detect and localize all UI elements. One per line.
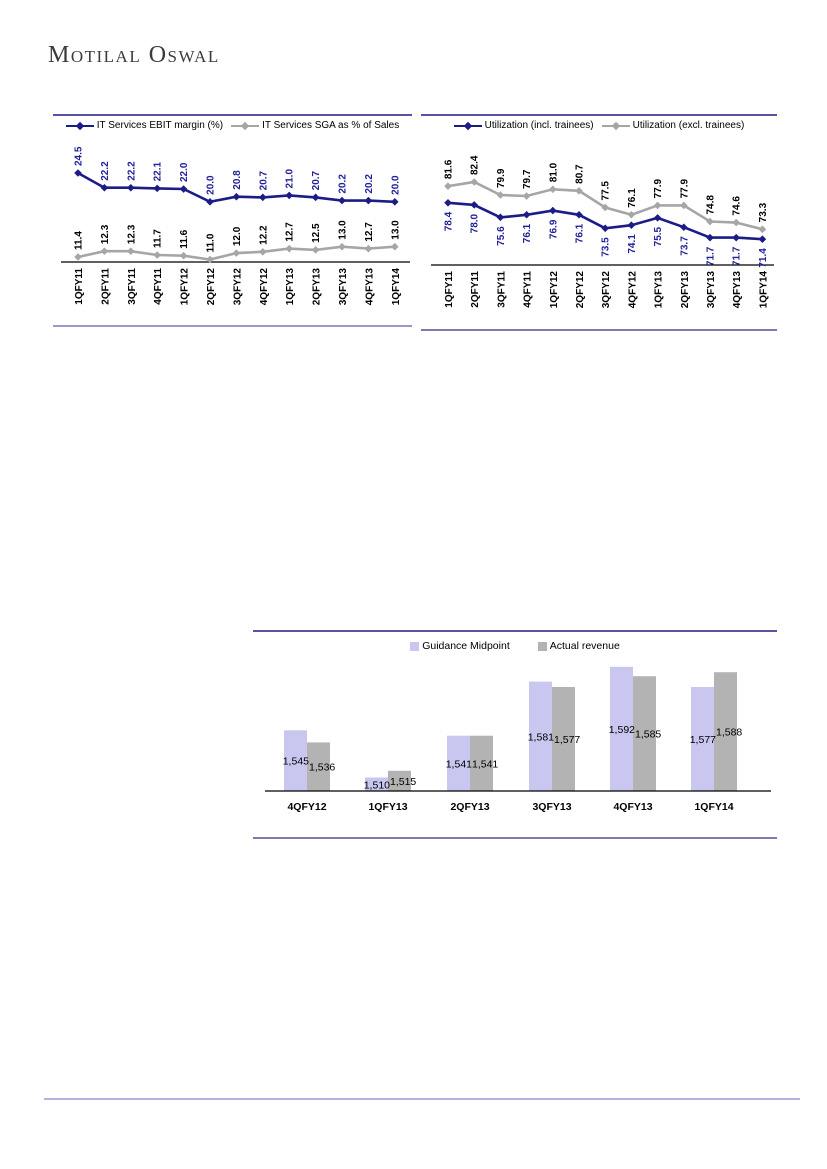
- x-axis-label: 4QFY12: [627, 271, 639, 309]
- legend-item-excl: [602, 120, 745, 131]
- ebit-sga-legend: [53, 120, 412, 131]
- data-label: 12.7: [363, 222, 375, 242]
- data-label: 76.1: [626, 188, 638, 208]
- guidance-revenue-chart: [253, 628, 777, 840]
- guidance-revenue-plot: [253, 628, 777, 833]
- data-label: 22.2: [126, 161, 138, 181]
- legend-label: Utilization (incl. trainees): [484, 120, 594, 131]
- data-label: 13.0: [337, 220, 349, 240]
- data-label: 74.6: [731, 196, 743, 216]
- data-label: 11.4: [73, 231, 85, 250]
- diamond-marker-icon: [365, 245, 373, 253]
- diamond-marker-icon: [259, 248, 267, 256]
- diamond-marker-icon: [338, 243, 346, 251]
- x-axis-label: 1QFY14: [758, 271, 770, 309]
- diamond-marker-icon: [153, 251, 161, 259]
- x-axis-label: 4QFY13: [732, 271, 744, 309]
- x-axis-label: 4QFY12: [258, 268, 270, 306]
- data-label: 22.0: [179, 162, 191, 183]
- diamond-marker-icon: [549, 185, 557, 193]
- data-label: 75.5: [653, 226, 665, 247]
- data-label: 11.0: [205, 233, 217, 253]
- utilization-chart: [421, 112, 777, 334]
- data-label: 79.9: [495, 168, 507, 188]
- data-label: 20.0: [390, 175, 402, 195]
- diamond-marker-icon: [523, 192, 531, 200]
- diamond-marker-icon: [74, 253, 82, 261]
- data-label: 77.9: [653, 178, 665, 199]
- actual-value-label: 1,585: [635, 728, 662, 741]
- x-axis-label: 2QFY12: [206, 268, 217, 306]
- chart-bottom-rule: [53, 325, 412, 327]
- data-label: 12.0: [231, 226, 243, 247]
- guidance-value-label: 1,581: [527, 731, 554, 744]
- diamond-marker-icon: [233, 249, 241, 257]
- x-axis-label: 4QFY11: [522, 271, 534, 308]
- data-label: 12.3: [99, 224, 111, 245]
- page-footer-rule: [44, 1098, 800, 1100]
- diamond-marker-icon: [127, 184, 135, 192]
- data-label: 12.2: [258, 225, 270, 245]
- diamond-marker-icon: [153, 185, 161, 193]
- actual-value-label: 1,577: [554, 734, 581, 746]
- x-axis-label: 2QFY11: [470, 271, 482, 308]
- x-axis-label: 1QFY12: [548, 271, 560, 309]
- diamond-marker-icon: [365, 197, 373, 205]
- legend-label: Guidance Midpoint: [422, 640, 510, 652]
- gray-line-diamond-icon: [602, 121, 630, 130]
- data-label: 82.4: [469, 155, 481, 175]
- data-label: 76.1: [574, 223, 586, 244]
- data-label: 20.2: [363, 174, 375, 194]
- actual-value-label: 1,515: [390, 775, 417, 788]
- chart-bottom-rule: [421, 329, 777, 331]
- data-label: 21.0: [284, 168, 296, 189]
- data-label: 24.5: [73, 146, 85, 166]
- data-label: 12.7: [284, 222, 296, 242]
- x-axis-label: 2QFY11: [100, 268, 112, 305]
- x-axis-label: 1QFY14: [390, 268, 402, 306]
- chart-top-rule: [53, 114, 412, 116]
- brand-logo: Motilal Oswal: [48, 42, 220, 68]
- diamond-marker-icon: [706, 234, 714, 242]
- diamond-marker-icon: [523, 211, 531, 219]
- data-label: 12.3: [126, 224, 138, 245]
- guidance-value-label: 1,541: [445, 758, 472, 771]
- diamond-marker-icon: [259, 194, 267, 202]
- data-label: 20.0: [205, 175, 217, 195]
- diamond-marker-icon: [101, 247, 109, 255]
- guidance-value-label: 1,592: [608, 723, 635, 736]
- x-axis-label: 3QFY12: [601, 271, 613, 309]
- x-axis-label: 3QFY12: [232, 268, 244, 306]
- legend-label: Actual revenue: [549, 640, 620, 652]
- data-label: 77.5: [600, 181, 612, 201]
- diamond-marker-icon: [732, 234, 740, 242]
- data-label: 76.9: [548, 219, 560, 240]
- x-axis-label: 2QFY13: [679, 271, 691, 309]
- data-label: 77.9: [679, 178, 691, 199]
- data-label: 22.2: [99, 161, 111, 181]
- data-label: 12.5: [311, 223, 323, 243]
- diamond-marker-icon: [285, 245, 293, 253]
- diamond-marker-icon: [628, 211, 636, 219]
- x-axis-label: 2QFY12: [575, 271, 586, 309]
- data-label: 75.6: [495, 226, 507, 246]
- data-label: 20.8: [231, 170, 243, 190]
- legend-item-sga: [231, 120, 399, 131]
- x-axis-label: 1QFY11: [444, 271, 455, 308]
- x-axis-label: 1QFY11: [74, 268, 85, 305]
- diamond-marker-icon: [180, 252, 188, 260]
- data-label: 11.7: [152, 229, 164, 249]
- actual-value-label: 1,541: [472, 758, 499, 771]
- data-label: 81.0: [548, 162, 560, 183]
- data-label: 73.7: [679, 236, 691, 256]
- diamond-marker-icon: [654, 214, 662, 222]
- x-axis-label: 1QFY13: [285, 268, 297, 306]
- x-axis-label: 1QFY13: [368, 801, 408, 813]
- diamond-marker-icon: [312, 194, 320, 202]
- data-label: 79.7: [522, 169, 534, 190]
- diamond-marker-icon: [444, 199, 452, 207]
- x-axis-label: 3QFY11: [496, 271, 508, 308]
- chart-top-rule: [421, 114, 777, 116]
- legend-label: IT Services EBIT margin (%): [96, 120, 224, 131]
- navy-line-diamond-icon: [66, 121, 94, 130]
- navy-line-diamond-icon: [454, 121, 482, 130]
- diamond-marker-icon: [759, 235, 767, 243]
- guidance-value-label: 1,510: [363, 779, 390, 792]
- data-label: 11.6: [179, 229, 191, 249]
- x-axis-label: 1QFY13: [653, 271, 665, 309]
- x-axis-label: 2QFY13: [450, 801, 490, 813]
- data-label: 71.4: [757, 248, 769, 268]
- data-label: 73.3: [757, 202, 769, 223]
- diamond-marker-icon: [680, 223, 688, 231]
- x-axis-label: 4QFY11: [153, 268, 165, 305]
- legend-label: Utilization (excl. trainees): [632, 120, 745, 131]
- x-axis-label: 3QFY13: [706, 271, 717, 309]
- actual-value-label: 1,588: [716, 726, 743, 739]
- x-axis-label: 1QFY14: [694, 801, 734, 813]
- data-label: 71.7: [731, 246, 743, 267]
- diamond-marker-icon: [285, 192, 293, 200]
- diamond-marker-icon: [444, 182, 452, 190]
- diamond-marker-icon: [338, 197, 346, 205]
- x-axis-label: 2QFY13: [311, 268, 323, 306]
- x-axis-label: 1QFY12: [179, 268, 191, 306]
- diamond-marker-icon: [233, 193, 241, 201]
- diamond-marker-icon: [312, 246, 320, 254]
- guidance-value-label: 1,545: [282, 755, 309, 768]
- diamond-marker-icon: [391, 198, 399, 206]
- x-axis-label: 4QFY12: [287, 801, 327, 813]
- data-label: 80.7: [574, 164, 586, 184]
- legend-item-incl: [454, 120, 594, 131]
- gray-line-diamond-icon: [231, 121, 259, 130]
- diamond-marker-icon: [732, 219, 740, 227]
- data-label: 20.7: [258, 170, 270, 191]
- data-label: 71.7: [705, 246, 717, 267]
- diamond-marker-icon: [391, 243, 399, 251]
- x-axis-label: 4QFY13: [364, 268, 376, 306]
- data-label: 73.5: [600, 237, 612, 257]
- data-label: 81.6: [443, 159, 455, 180]
- ebit-sga-plot: [53, 140, 412, 335]
- data-label: 22.1: [152, 161, 164, 182]
- ebit-sga-chart: [53, 112, 412, 334]
- legend-label: IT Services SGA as % of Sales: [262, 120, 400, 131]
- chart-bottom-rule: [253, 837, 777, 839]
- data-label: 74.8: [705, 195, 717, 215]
- guidance-value-label: 1,577: [689, 734, 716, 746]
- utilization-legend: [421, 120, 777, 131]
- data-label: 78.0: [469, 213, 481, 234]
- diamond-marker-icon: [127, 247, 135, 255]
- x-axis-label: 3QFY11: [126, 268, 138, 305]
- utilization-plot: [421, 140, 777, 335]
- diamond-marker-icon: [759, 226, 767, 234]
- x-axis-label: 4QFY13: [613, 801, 653, 813]
- x-axis-label: 3QFY13: [338, 268, 349, 306]
- diamond-marker-icon: [628, 221, 636, 229]
- data-label: 74.1: [626, 234, 638, 254]
- data-label: 13.0: [390, 220, 402, 240]
- data-label: 78.4: [443, 211, 455, 232]
- actual-value-label: 1,536: [309, 761, 336, 774]
- data-label: 76.1: [522, 223, 534, 244]
- data-label: 20.7: [311, 170, 323, 191]
- data-label: 20.2: [337, 174, 349, 194]
- legend-item-ebit: [66, 120, 223, 131]
- diamond-marker-icon: [654, 202, 662, 210]
- diamond-marker-icon: [549, 207, 557, 215]
- x-axis-label: 3QFY13: [532, 801, 572, 813]
